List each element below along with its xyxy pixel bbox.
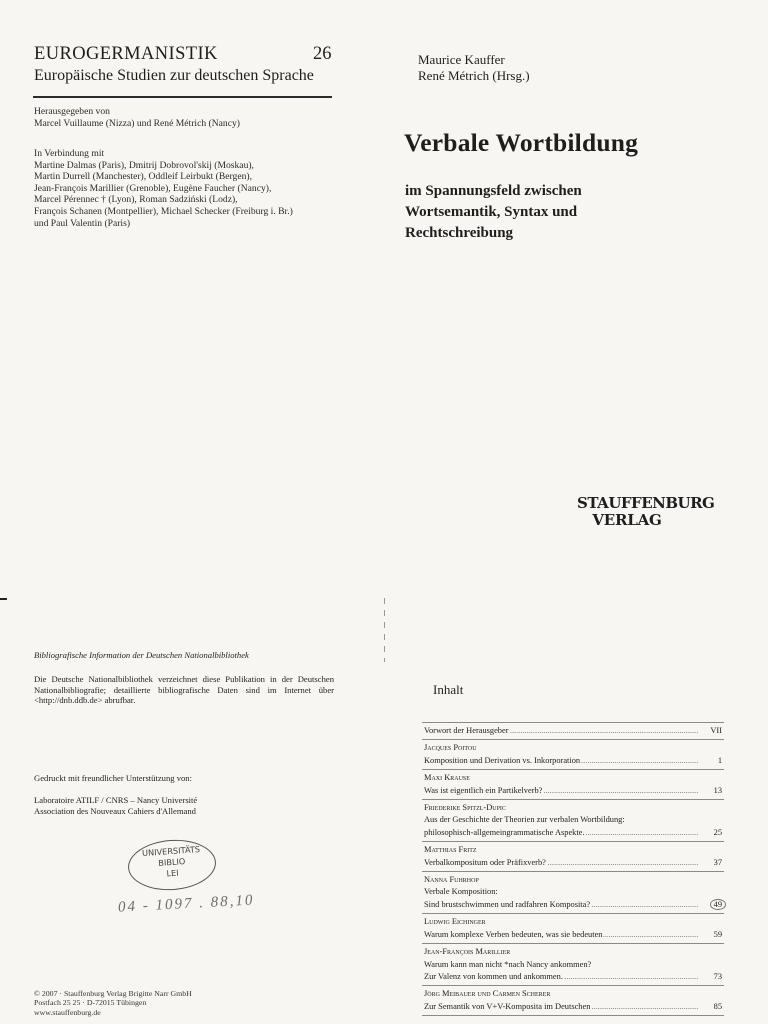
cooperation-line: Martin Durrell (Manchester), Oddleif Leirbukt (Bergen), (34, 171, 253, 183)
subtitle-line: Rechtschreibung (405, 225, 514, 241)
toc-title: Zur Valenz von kommen und ankommen. (424, 971, 563, 981)
toc-title-line (422, 929, 724, 941)
library-stamp: UNIVERSITÄTS BIBLIO LEI (126, 837, 217, 893)
toc-title: philosophisch-allgemeingrammatische Aspekte. (424, 827, 585, 837)
handwritten-shelfmark: 04 - 1097 . 88,10 (117, 892, 255, 916)
toc-author: Jacques Poitou (424, 743, 477, 753)
cooperation-block (34, 148, 334, 229)
series-number: 26 (313, 44, 332, 64)
subtitle-line: Wortsemantik, Syntax und (405, 204, 578, 220)
author-name: Maurice Kauffer (418, 52, 505, 67)
toc-title: Warum kann man nicht *nach Nancy ankommen? (424, 959, 592, 969)
toc-title: Sind brustschwimmen und radfahren Komposita? (424, 899, 591, 909)
toc-heading: Inhalt (433, 682, 464, 697)
toc-page-number: 49 (698, 899, 722, 911)
toc-entry (422, 722, 724, 740)
toc-page-number: 59 (698, 929, 722, 941)
toc-author: Friederike Spitzl-Dupic (424, 803, 506, 813)
toc-entry (422, 842, 724, 872)
toc-title: Warum komplexe Verben bedeuten, was sie bedeuten (424, 929, 603, 939)
toc-title: Verbale Komposition: (424, 887, 498, 897)
copyright-block: © 2007 · Stauffenburg Verlag Brigitte Narr GmbH Postfach 25 25 · D-72015 Tübingen www.stauffenburg.de (34, 989, 192, 1017)
support-block (34, 773, 334, 817)
support-label: Gedruckt mit freundlicher Unterstützung von: (34, 773, 192, 783)
table-of-contents (422, 722, 724, 1016)
toc-title: Zur Semantik von V+V-Komposita im Deutschen (424, 1001, 591, 1011)
biblio-heading: Bibliografische Information der Deutschen Nationalbibliothek (34, 650, 249, 660)
toc-author: Jörg Meibauer und Carmen Scherer (424, 989, 551, 999)
toc-page-number: VII (698, 725, 722, 737)
series-title: EUROGERMANISTIK (34, 44, 218, 64)
cooperation-line: und Paul Valentin (Paris) (34, 217, 131, 229)
supporter: Association des Nouveaux Cahiers d'Allemand (34, 806, 196, 816)
toc-author: Matthias Fritz (424, 845, 477, 855)
page-fold (384, 598, 385, 662)
cooperation-line: Martine Dalmas (Paris), Dmitrij Dobrovol'skij (Moskau), (34, 159, 254, 171)
toc-title-line (422, 899, 724, 911)
logo-line-2: VERLAG (592, 511, 662, 529)
toc-page-number: 13 (698, 785, 722, 797)
book-authors (418, 52, 530, 84)
logo-line-1: STAUFFENBURG (577, 494, 715, 512)
editors-label: Herausgegeben von (34, 106, 110, 117)
toc-page-number: 37 (698, 857, 722, 869)
toc-entry (422, 800, 724, 842)
cooperation-label: In Verbindung mit (34, 148, 105, 159)
toc-page-number: 1 (698, 755, 722, 767)
author-name: René Métrich (Hrsg.) (418, 68, 530, 83)
series-subtitle: Europäische Studien zur deutschen Sprache (34, 67, 314, 84)
toc-title: Was ist eigentlich ein Partikelverb? (424, 785, 543, 795)
toc-entry (422, 770, 724, 800)
toc-page-number: 85 (698, 1001, 722, 1013)
series-rule (33, 96, 332, 98)
toc-title-line (422, 814, 724, 826)
toc-title-line (422, 827, 724, 839)
toc-title-line (422, 959, 724, 971)
toc-author: Jean-François Marillier (424, 947, 511, 957)
toc-title-line (422, 886, 724, 898)
toc-author: Ludwig Eichinger (424, 917, 486, 927)
toc-title-line (422, 1001, 724, 1013)
cooperation-line: François Schanen (Montpellier), Michael Schecker (Freiburg i. Br.) (34, 205, 293, 217)
supporter: Laboratoire ATILF / CNRS – Nancy Université (34, 795, 198, 805)
toc-entry (422, 944, 724, 986)
toc-title-line (422, 857, 724, 869)
toc-title-line (422, 755, 724, 767)
biblio-text: Die Deutsche Nationalbibliothek verzeichnet diese Publikation in der Deutschen Nationalbibliografie; detaillierte bibliografische Daten sind im Internet über <http://dnb.ddb.de> abrufbar. (34, 674, 334, 706)
scan-mark (0, 598, 7, 600)
publisher-logo (577, 494, 715, 529)
cooperation-line: Marcel Pérennec † (Lyon), Roman Sadziński (Lodz), (34, 194, 238, 206)
toc-page-number: 73 (698, 971, 722, 983)
cooperation-line: Jean-François Marillier (Grenoble), Eugène Faucher (Nancy), (34, 182, 272, 194)
toc-title-line (422, 785, 724, 797)
toc-page-number: 25 (698, 827, 722, 839)
toc-author: Maxi Krause (424, 773, 470, 783)
toc-title-line (422, 725, 724, 737)
book-title: Verbale Wortbildung (404, 128, 639, 157)
book-subtitle (405, 181, 715, 244)
editors-names: Marcel Vuillaume (Nizza) und René Métrich (Nancy) (34, 117, 240, 129)
toc-author: Nanna Fuhrhop (424, 875, 479, 885)
toc-title: Komposition und Derivation vs. Inkorporation (424, 755, 581, 765)
toc-title: Aus der Geschichte der Theorien zur verbalen Wortbildung: (424, 815, 625, 825)
editors-block (34, 106, 334, 129)
subtitle-line: im Spannungsfeld zwischen (405, 183, 582, 199)
toc-entry (422, 872, 724, 914)
toc-entry (422, 986, 724, 1016)
toc-title: Vorwort der Herausgeber (424, 726, 509, 735)
toc-entry (422, 740, 724, 770)
toc-title: Verbalkompositum oder Präfixverb? (424, 857, 546, 867)
toc-title-line (422, 971, 724, 983)
toc-entry (422, 914, 724, 944)
